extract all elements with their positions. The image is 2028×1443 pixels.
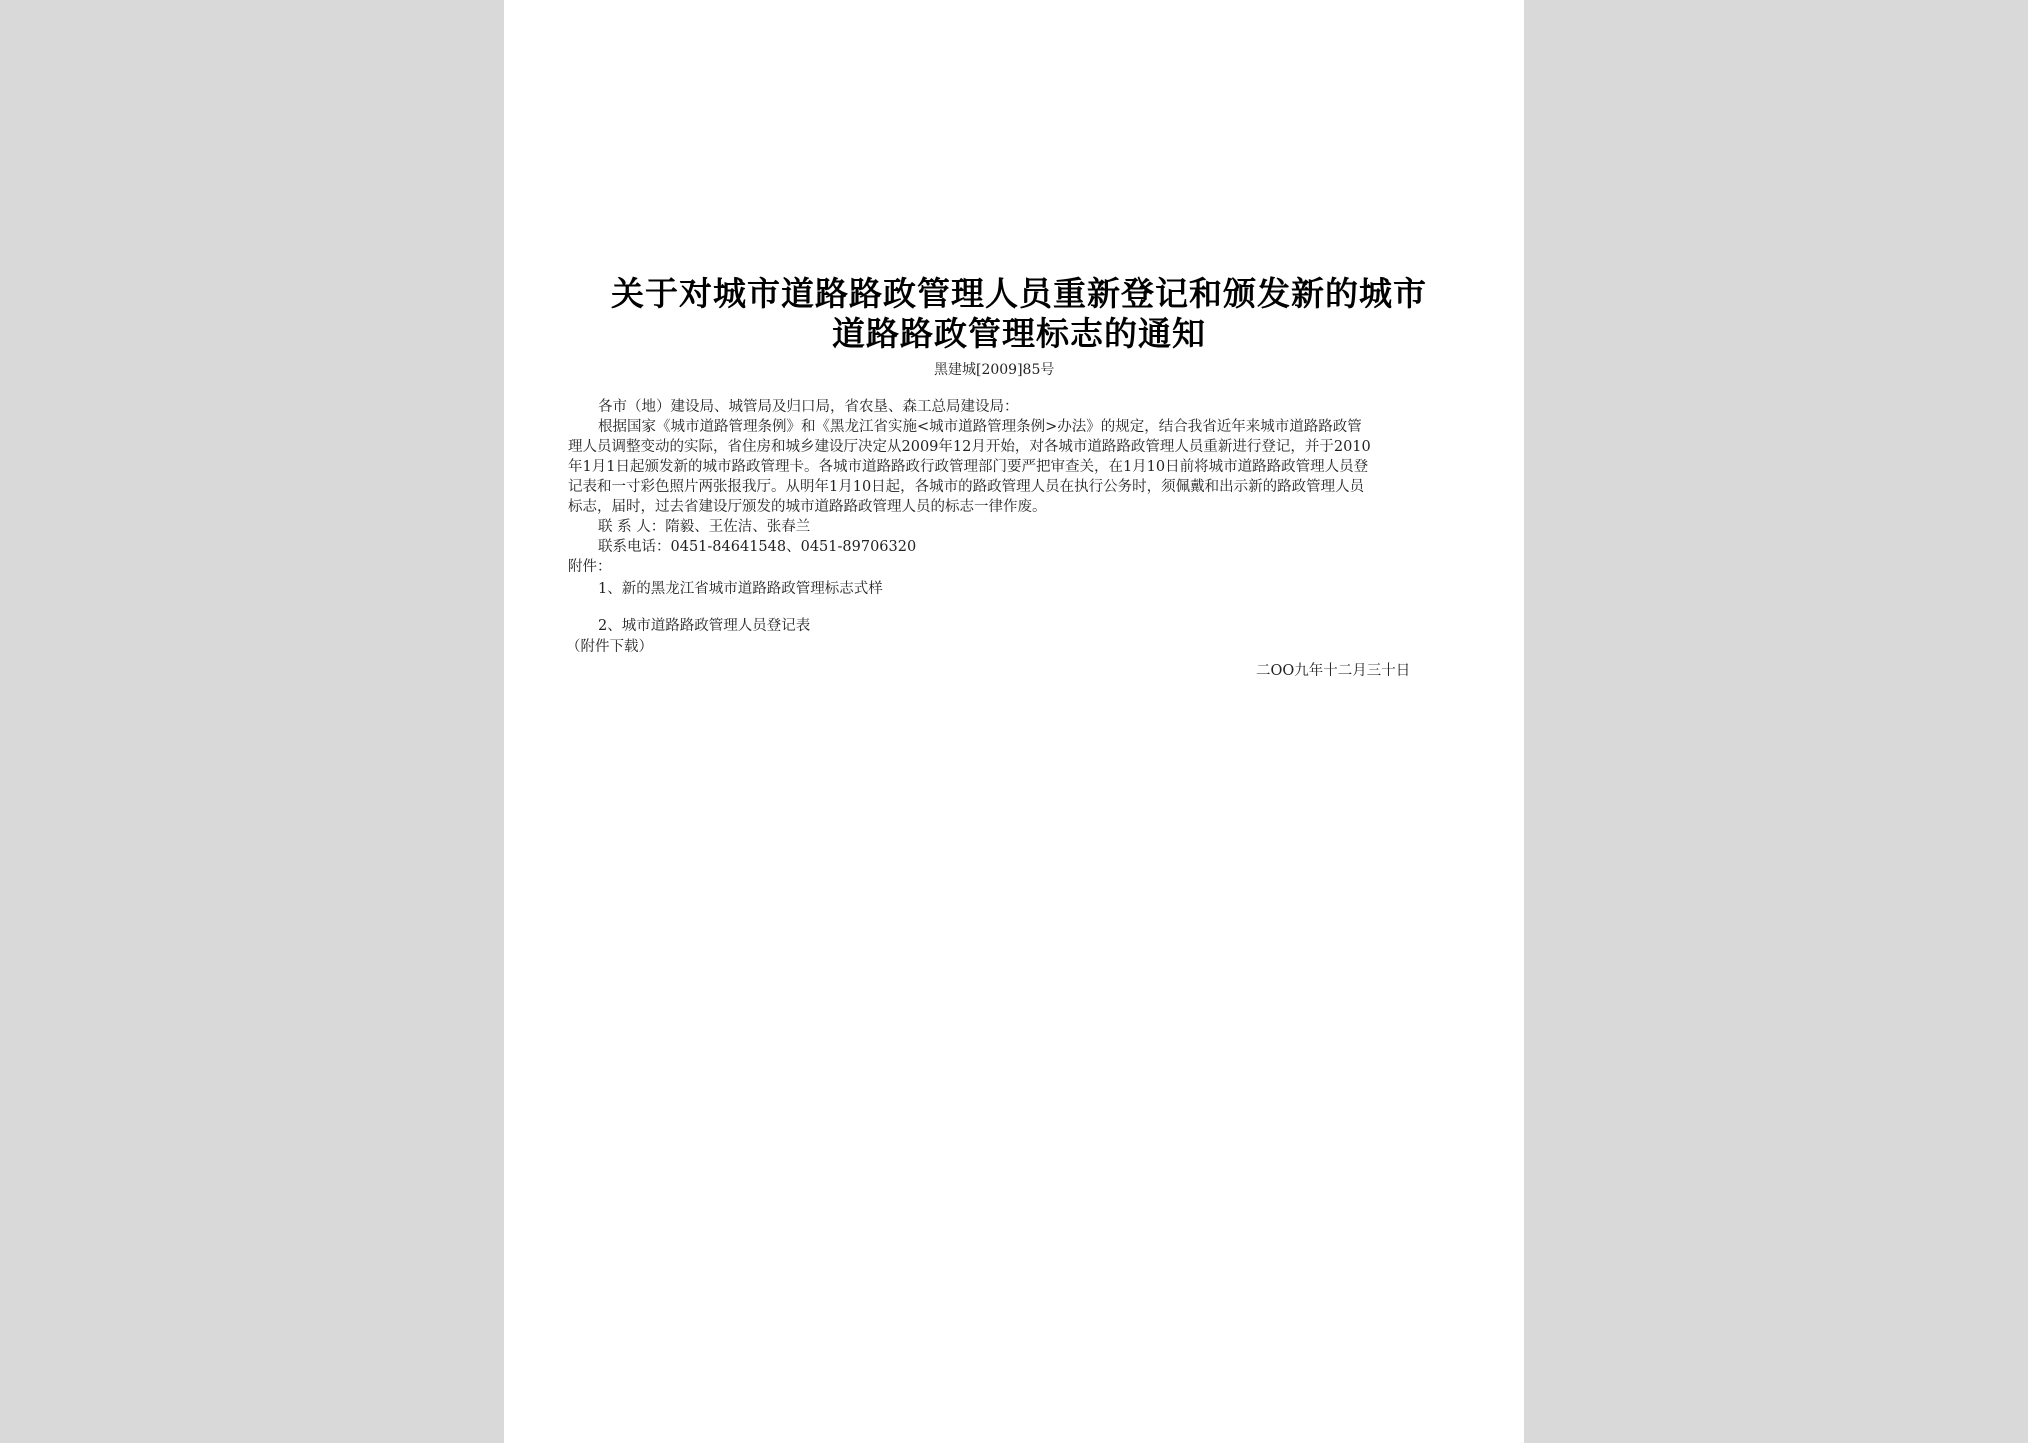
- document-number: 黑建城[2009]85号: [934, 362, 1055, 378]
- contact-person: 联 系 人：隋毅、王佐洁、张春兰: [598, 519, 811, 535]
- contact-phone: 联系电话：0451-84641548、0451-89706320: [598, 539, 917, 555]
- salutation: 各市（地）建设局、城管局及归口局，省农垦、森工总局建设局：: [598, 399, 1019, 415]
- document-title-line-1: 关于对城市道路路政管理人员重新登记和颁发新的城市: [611, 274, 1427, 313]
- body-line: 标志，届时，过去省建设厅颁发的城市道路路政管理人员的标志一律作废。: [568, 499, 1047, 515]
- attachments-label: 附件：: [568, 559, 612, 575]
- body-line: 记表和一寸彩色照片两张报我厅。从明年1月10日起，各城市的路政管理人员在执行公务时，须佩戴和出示新的路政管理人员: [568, 479, 1365, 495]
- attachment-item-2: 2、城市道路路政管理人员登记表: [598, 618, 811, 634]
- body-line: 理人员调整变动的实际，省住房和城乡建设厅决定从2009年12月开始，对各城市道路路政管理人员重新进行登记，并于2010: [568, 439, 1371, 455]
- attachment-download-link[interactable]: （附件下载）: [566, 639, 653, 655]
- document-body: [568, 397, 1468, 577]
- document-date: 二OO九年十二月三十日: [1256, 663, 1411, 679]
- attachment-item-1: 1、新的黑龙江省城市道路路政管理标志式样: [598, 581, 883, 597]
- document-page: [504, 0, 1524, 1443]
- body-line: 根据国家《城市道路管理条例》和《黑龙江省实施<城市道路管理条例>办法》的规定，结合我省近年来城市道路路政管: [598, 419, 1362, 435]
- body-line: 年1月1日起颁发新的城市路政管理卡。各城市道路路政行政管理部门要严把审查关，在1月10日前将城市道路路政管理人员登: [568, 459, 1369, 475]
- document-title-line-2: 道路路政管理标志的通知: [832, 314, 1206, 353]
